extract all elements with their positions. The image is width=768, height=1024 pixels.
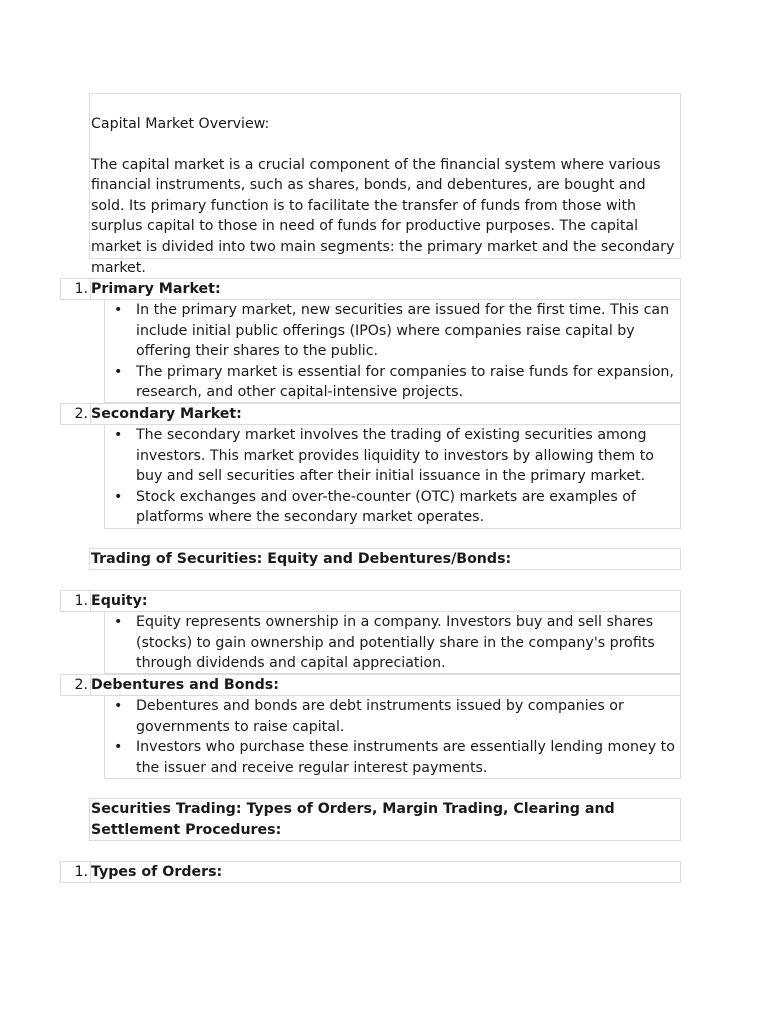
item-heading: Primary Market: (91, 281, 221, 297)
bullet-list-debentures-bonds (104, 695, 681, 779)
item-heading: Secondary Market: (91, 406, 242, 422)
list-item-primary-market (60, 278, 681, 300)
list-item-debentures-bonds (60, 674, 681, 696)
intro-box (89, 93, 681, 276)
section-title-securities-trading: Securities Trading: Types of Orders, Margin Trading, Clearing and Settlement Procedures: (89, 798, 681, 841)
bullet-item: • Debentures and bonds are debt instruments issued by companies or governments to raise capital. (105, 696, 680, 737)
list-number: 2. (74, 677, 88, 693)
bullet-item: • Equity represents ownership in a company. Investors buy and sell shares (stocks) to gain ownership and potentially share in the company's profits through dividends and capital appreciation. (105, 612, 680, 674)
list-item-equity (60, 590, 681, 612)
list-number: 1. (74, 864, 88, 880)
intro-body: The capital market is a crucial component of the financial system where various financial instruments, such as shares, bonds, and debentures, are bought and sold. Its primary function is to facilitate the transfer of funds from those with surplus capital to those in need of funds for productive purposes. The capital market is divided into two main segments: the primary market and the secondary market. (91, 156, 675, 276)
bullet-item: • The primary market is essential for companies to raise funds for expansion, research, and other capital-intensive projects. (105, 362, 680, 403)
list-number: 1. (74, 281, 88, 297)
bullet-list-secondary-market (104, 424, 681, 529)
list-number: 1. (74, 593, 88, 609)
list-item-types-of-orders (60, 861, 681, 883)
list-number: 2. (74, 406, 88, 422)
item-heading: Types of Orders: (91, 864, 223, 880)
bullet-item: • Investors who purchase these instruments are essentially lending money to the issuer and receive regular interest payments. (105, 737, 680, 778)
item-heading: Debentures and Bonds: (91, 677, 279, 693)
section-title-trading: Trading of Securities: Equity and Debentures/Bonds: (89, 548, 681, 570)
bullet-item: • The secondary market involves the trading of existing securities among investors. This market provides liquidity to investors by allowing them to buy and sell securities after their initial issuance in the primary market. (105, 425, 680, 487)
list-item-secondary-market (60, 403, 681, 425)
bullet-item: • Stock exchanges and over-the-counter (OTC) markets are examples of platforms where the secondary market operates. (105, 487, 680, 528)
bullet-list-primary-market (104, 299, 681, 403)
bullet-list-equity (104, 611, 681, 674)
intro-title: Capital Market Overview: (91, 116, 270, 132)
bullet-item: • In the primary market, new securities are issued for the first time. This can include initial public offerings (IPOs) where companies raise capital by offering their shares to the public. (105, 300, 680, 362)
item-heading: Equity: (91, 593, 148, 609)
